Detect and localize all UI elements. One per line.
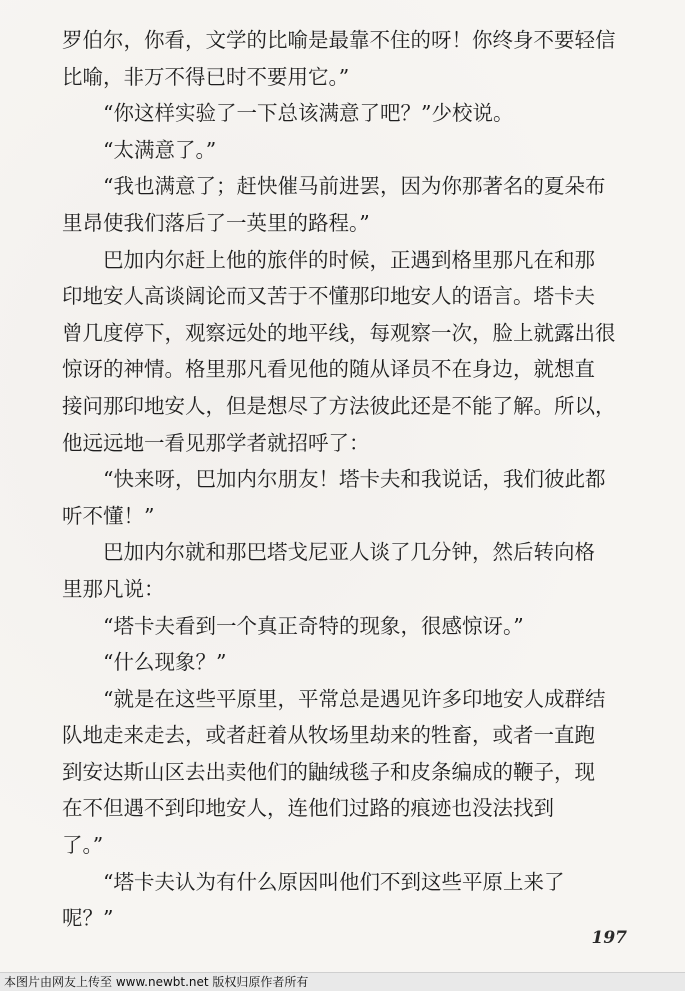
text-line: “太满意了。” [103,137,217,162]
text-line: 巴加内尔赶上他的旅伴的时候，正遇到格里那凡在和那 [103,247,595,272]
text-line: 比喻，非万不得已时不要用它。” [62,64,350,89]
footer-text: 本图片由网友上传至 www.newbt.net 版权归原作者所有 [4,975,309,989]
text-line: 他远远地一看见那学者就招呼了： [62,430,370,455]
text-line: “什么现象？” [103,650,227,675]
text-line: 呢？” [62,906,114,931]
page-number: 197 [591,928,627,948]
text-line: 听不懂！” [62,503,155,528]
text-line: “我也满意了；赶快催马前进罢，因为你那著名的夏朵布 [103,174,606,199]
text-line: 巴加内尔就和那巴塔戈尼亚人谈了几分钟，然后转向格 [103,540,595,565]
text-line: “塔卡夫看到一个真正奇特的现象，很感惊讶。” [103,613,524,638]
text-line: “塔卡夫认为有什么原因叫他们不到这些平原上来了 [103,869,565,894]
text-line: 了。” [62,833,104,858]
text-line: “快来呀，巴加内尔朋友！塔卡夫和我说话，我们彼此都 [103,467,606,492]
text-line: 在不但遇不到印地安人，连他们过路的痕迹也没法找到 [62,796,554,821]
watermark-footer [0,972,685,991]
text-line: 队地走来走去，或者赶着从牧场里劫来的牲畜，或者一直跑 [62,723,595,748]
text-line: 罗伯尔，你看，文学的比喻是最靠不住的呀！你终身不要轻信 [62,28,616,52]
text-line: “你这样实验了一下总该满意了吧？”少校说。 [103,101,514,126]
text-line: 到安达斯山区去出卖他们的鼬绒毯子和皮条编成的鞭子，现 [62,759,595,784]
text-line: 里那凡说： [62,576,165,601]
text-line: 曾几度停下，观察远处的地平线，每观察一次，脸上就露出很 [62,320,616,345]
text-line: “就是在这些平原里，平常总是遇见许多印地安人成群结 [103,686,606,711]
text-line: 印地安人高谈阔论而又苦于不懂那印地安人的语言。塔卡夫 [62,284,595,309]
body-text [62,22,647,937]
text-line: 接问那印地安人，但是想尽了方法彼此还是不能了解。所以， [62,393,616,418]
text-line: 里昂使我们落后了一英里的路程。” [62,210,370,235]
text-line: 惊讶的神情。格里那凡看见他的随从译员不在身边，就想直 [62,357,595,382]
